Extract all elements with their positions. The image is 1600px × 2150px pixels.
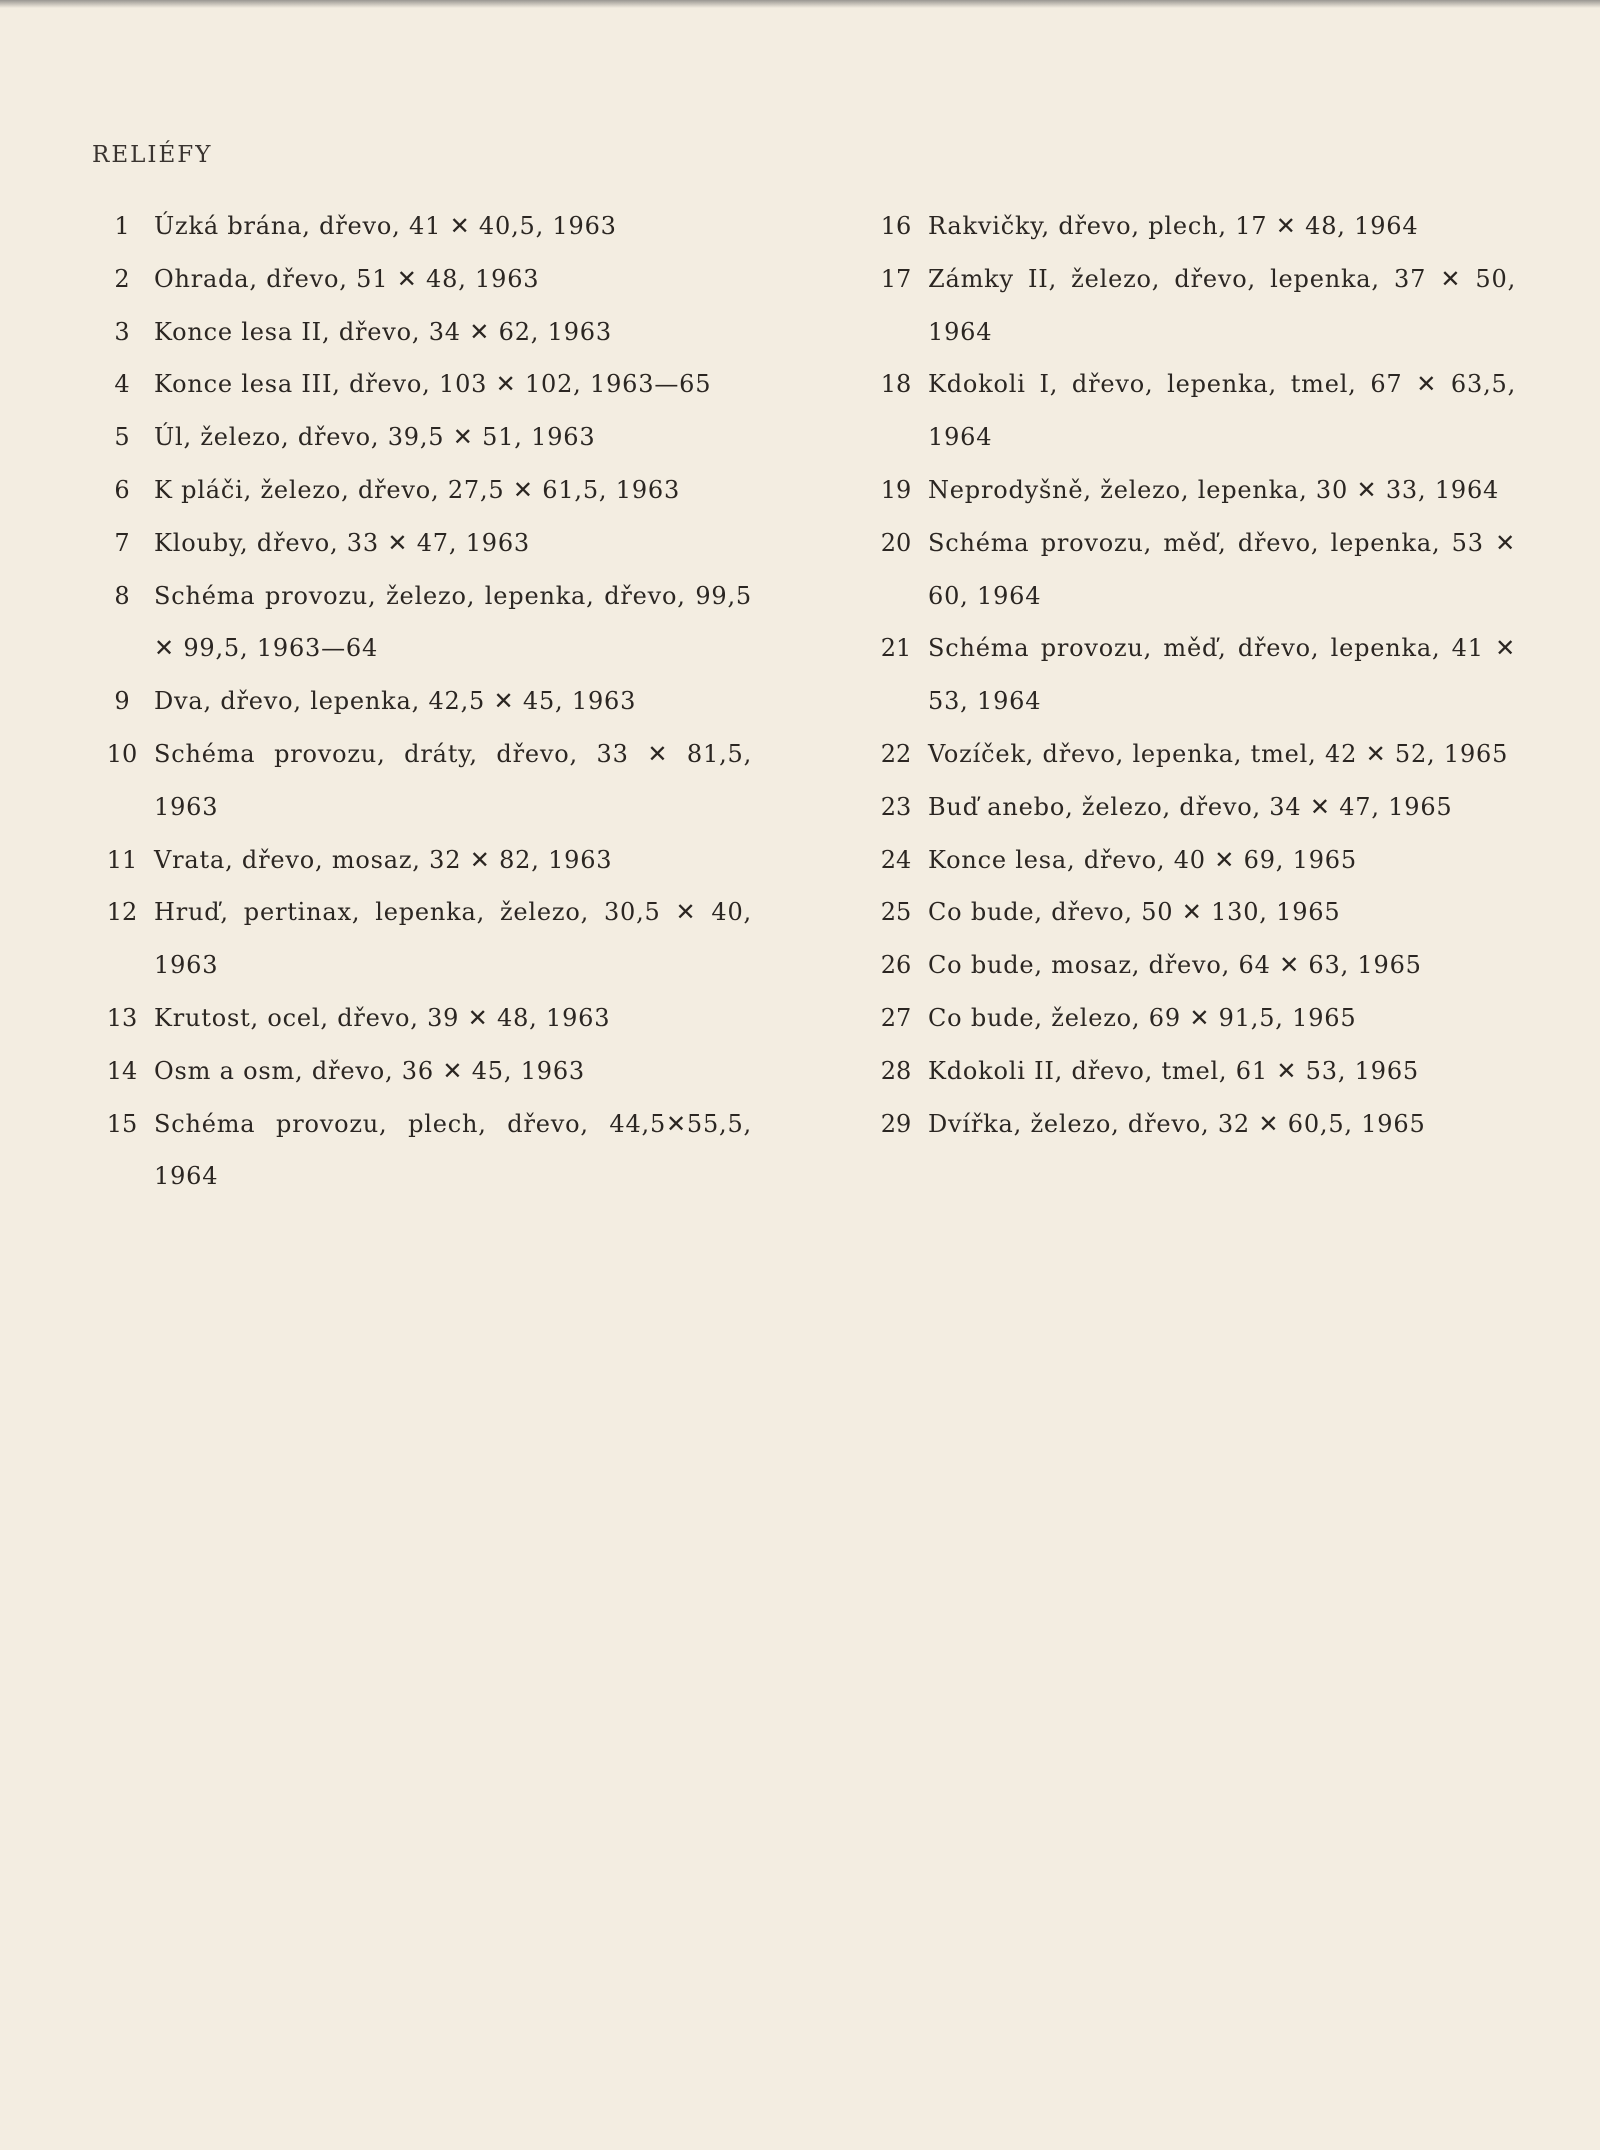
catalog-entry bbox=[92, 728, 752, 834]
entry-text: Vrata, dřevo, mosaz, 32 ✕ 82, 1963 bbox=[154, 845, 613, 874]
entry-text: Schéma provozu, měď, dřevo, lepenka, 41 ✕ 53, 1964 bbox=[928, 634, 1516, 716]
catalog-entry bbox=[866, 464, 1516, 517]
entry-text: Konce lesa II, dřevo, 34 ✕ 62, 1963 bbox=[154, 317, 612, 346]
page-top-edge bbox=[0, 0, 1600, 8]
catalog-entry bbox=[866, 1045, 1516, 1098]
entry-number: 3 bbox=[114, 317, 130, 346]
catalog-entry bbox=[866, 992, 1516, 1045]
catalog-entry bbox=[92, 306, 752, 359]
entry-text: Zámky II, železo, dřevo, lepenka, 37 ✕ 50, 1964 bbox=[928, 264, 1516, 346]
entry-text: Schéma provozu, plech, dřevo, 44,5✕55,5, 1964 bbox=[154, 1109, 752, 1191]
catalog-entry bbox=[866, 1098, 1516, 1151]
entry-number: 4 bbox=[114, 370, 130, 399]
entry-text: Konce lesa, dřevo, 40 ✕ 69, 1965 bbox=[928, 845, 1357, 874]
entry-number: 9 bbox=[114, 687, 130, 716]
catalog-list-left bbox=[92, 200, 752, 1203]
entry-number: 10 bbox=[106, 739, 138, 768]
entry-text: Konce lesa III, dřevo, 103 ✕ 102, 1963—65 bbox=[154, 370, 712, 399]
catalog-entry bbox=[92, 886, 752, 992]
entry-number: 8 bbox=[114, 581, 130, 610]
catalog-entry bbox=[866, 358, 1516, 464]
entry-text: Schéma provozu, měď, dřevo, lepenka, 53 ✕ 60, 1964 bbox=[928, 528, 1516, 610]
entry-text: Hruď, pertinax, lepenka, železo, 30,5 ✕ 40, 1963 bbox=[154, 898, 752, 980]
entry-text: Kdokoli I, dřevo, lepenka, tmel, 67 ✕ 63,5, 1964 bbox=[928, 370, 1516, 452]
catalog-entry bbox=[92, 411, 752, 464]
catalog-entry bbox=[92, 570, 752, 676]
entry-text: Schéma provozu, železo, lepenka, dřevo, 99,5 ✕ 99,5, 1963—64 bbox=[154, 581, 752, 663]
entry-number: 13 bbox=[106, 1003, 138, 1032]
entry-text: Co bude, železo, 69 ✕ 91,5, 1965 bbox=[928, 1003, 1357, 1032]
catalog-entry bbox=[92, 834, 752, 887]
entry-number: 14 bbox=[106, 1056, 138, 1085]
entry-number: 29 bbox=[880, 1109, 912, 1138]
entry-text: Co bude, dřevo, 50 ✕ 130, 1965 bbox=[928, 898, 1341, 927]
entry-number: 11 bbox=[106, 845, 138, 874]
entry-text: Osm a osm, dřevo, 36 ✕ 45, 1963 bbox=[154, 1056, 585, 1085]
catalog-entry bbox=[866, 200, 1516, 253]
entry-number: 27 bbox=[880, 1003, 912, 1032]
entry-number: 16 bbox=[880, 212, 912, 240]
catalog-entry bbox=[866, 886, 1516, 939]
entry-number: 23 bbox=[880, 792, 912, 821]
catalog-entry bbox=[866, 622, 1516, 728]
entry-text: Ohrada, dřevo, 51 ✕ 48, 1963 bbox=[154, 264, 540, 293]
entry-number: 22 bbox=[880, 739, 912, 768]
entry-number: 24 bbox=[880, 845, 912, 874]
entry-number: 18 bbox=[880, 370, 912, 399]
catalog-entry bbox=[866, 781, 1516, 834]
entry-number: 12 bbox=[106, 898, 138, 927]
catalog-entry bbox=[92, 253, 752, 306]
entry-number: 1 bbox=[114, 212, 130, 240]
catalog-entry bbox=[866, 728, 1516, 781]
entry-text: Úzká brána, dřevo, 41 ✕ 40,5, 1963 bbox=[154, 212, 617, 240]
catalog-entry bbox=[92, 200, 752, 253]
catalog-entry bbox=[866, 253, 1516, 359]
entry-text: Vozíček, dřevo, lepenka, tmel, 42 ✕ 52, 1965 bbox=[928, 739, 1509, 768]
entry-number: 25 bbox=[880, 898, 912, 927]
entry-text: Rakvičky, dřevo, plech, 17 ✕ 48, 1964 bbox=[928, 212, 1419, 240]
entry-text: Neprodyšně, železo, lepenka, 30 ✕ 33, 1964 bbox=[928, 475, 1500, 504]
entry-number: 5 bbox=[114, 423, 130, 452]
entry-text: Schéma provozu, dráty, dřevo, 33 ✕ 81,5, 1963 bbox=[154, 739, 752, 821]
entry-text: Buď anebo, železo, dřevo, 34 ✕ 47, 1965 bbox=[928, 792, 1453, 821]
entry-number: 26 bbox=[880, 951, 912, 980]
catalog-entry bbox=[92, 1045, 752, 1098]
catalog-entry bbox=[866, 939, 1516, 992]
entry-text: K pláči, železo, dřevo, 27,5 ✕ 61,5, 1963 bbox=[154, 475, 681, 504]
catalog-entry bbox=[866, 834, 1516, 887]
catalog-entry bbox=[92, 1098, 752, 1204]
entry-text: Úl, železo, dřevo, 39,5 ✕ 51, 1963 bbox=[154, 423, 596, 452]
entry-text: Dva, dřevo, lepenka, 42,5 ✕ 45, 1963 bbox=[154, 687, 637, 716]
catalog-entry bbox=[92, 358, 752, 411]
entry-number: 15 bbox=[106, 1109, 138, 1138]
catalog-entry bbox=[92, 992, 752, 1045]
entry-number: 28 bbox=[880, 1056, 912, 1085]
entry-number: 2 bbox=[114, 264, 130, 293]
entry-number: 19 bbox=[880, 475, 912, 504]
entry-number: 6 bbox=[114, 475, 130, 504]
entry-number: 7 bbox=[114, 528, 130, 557]
catalog-list-right bbox=[866, 200, 1516, 1150]
entry-text: Dvířka, železo, dřevo, 32 ✕ 60,5, 1965 bbox=[928, 1109, 1426, 1138]
entry-number: 21 bbox=[880, 634, 912, 663]
entry-text: Klouby, dřevo, 33 ✕ 47, 1963 bbox=[154, 528, 530, 557]
section-title: RELIÉFY bbox=[92, 142, 213, 168]
catalog-entry bbox=[92, 517, 752, 570]
entry-number: 17 bbox=[880, 264, 912, 293]
entry-number: 20 bbox=[880, 528, 912, 557]
entry-text: Krutost, ocel, dřevo, 39 ✕ 48, 1963 bbox=[154, 1003, 611, 1032]
entry-text: Kdokoli II, dřevo, tmel, 61 ✕ 53, 1965 bbox=[928, 1056, 1419, 1085]
catalog-entry bbox=[92, 464, 752, 517]
catalog-entry bbox=[92, 675, 752, 728]
entry-text: Co bude, mosaz, dřevo, 64 ✕ 63, 1965 bbox=[928, 951, 1422, 980]
catalog-entry bbox=[866, 517, 1516, 623]
